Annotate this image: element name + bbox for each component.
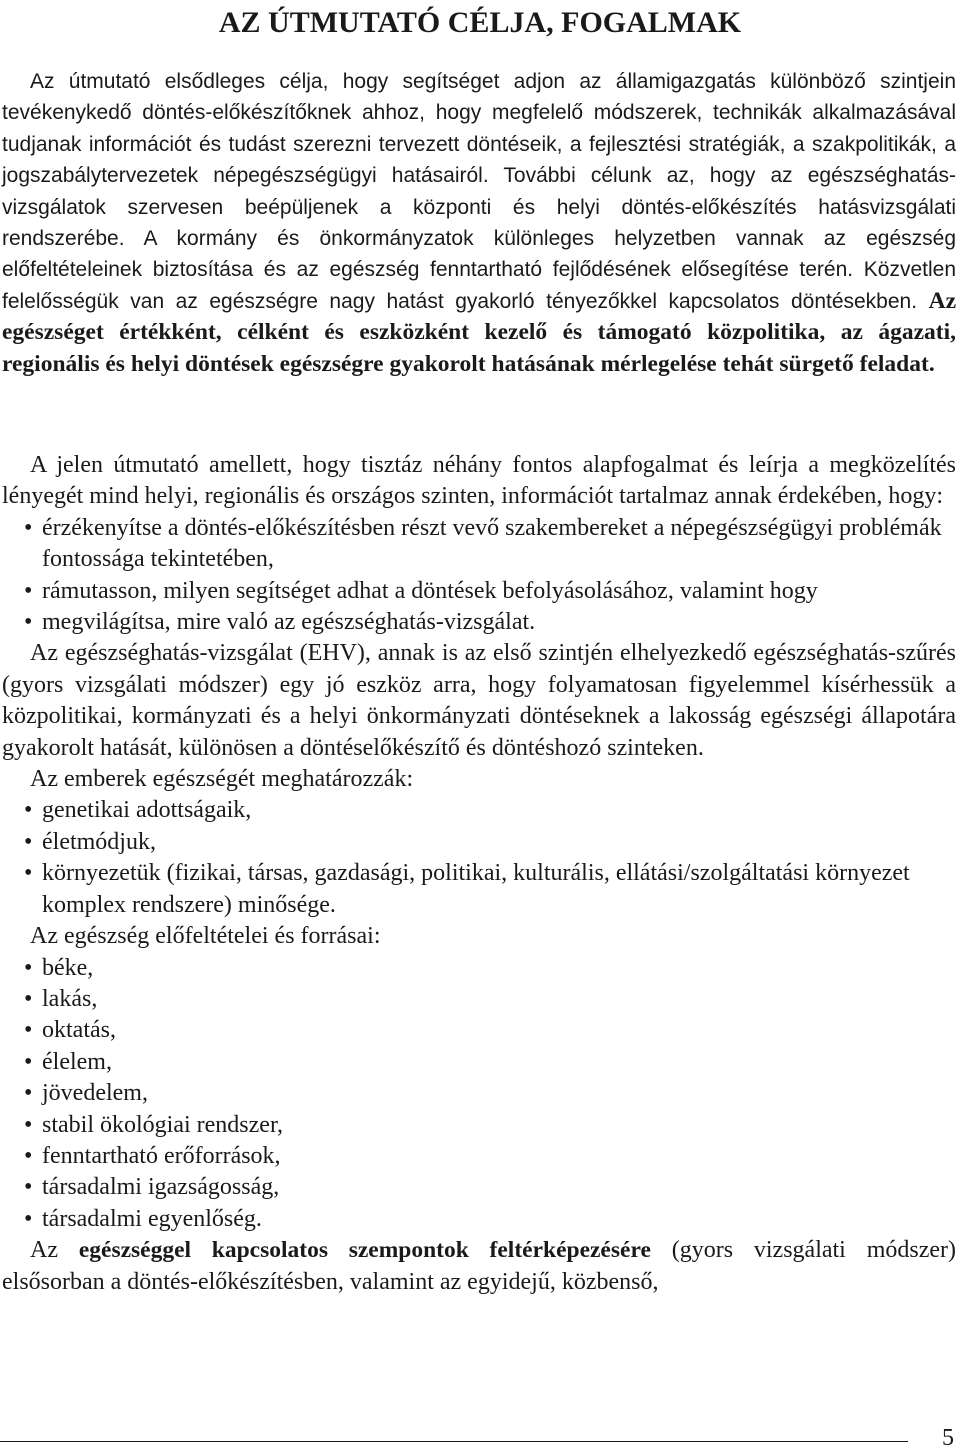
paragraph-mapping bbox=[2, 1235, 956, 1298]
list-item: • stabil ökológiai rendszer, bbox=[2, 1110, 956, 1141]
list-item: • társadalmi igazságosság, bbox=[2, 1172, 956, 1203]
mapping-pre: Az bbox=[30, 1237, 58, 1264]
purpose-list bbox=[2, 513, 956, 639]
list-item: • megvilágítsa, mire való az egészséghatás-vizsgálat. bbox=[2, 607, 956, 638]
list-item: • érzékenyítse a döntés-előkészítésben részt vevő szakembereket a népegészségügyi problémák fontossága tekintetében, bbox=[2, 513, 956, 576]
intro-text: Az útmutató elsődleges célja, hogy segítséget adjon az államigazgatás különböző szintjein tevékenykedő döntés-előkészítőknek ahhoz, hogy megfelelő módszerek, technikák alkalmazásával tudjanak információt és tudást szerezni tervezett döntéseik, a fejlesztési stratégiák, a szakpolitikák, a jogszabálytervezetek népegészségügyi hatásairól. További célunk az, hogy az egészséghatás-vizsgálatok szervesen beépüljenek a központi és helyi döntés-előkészítés hatásvizsgálati rendszerébe. A kormány és önkormányzatok különleges helyzetben vannak az egészség előfeltételeinek biztosítása és az egészség fenntartható fejlődésének elősegítése terén. Közvetlen felelősségük van az egészségre nagy hatást gyakorló tényezőkkel kapcsolatos döntésekben. bbox=[2, 70, 956, 313]
intro-paragraph bbox=[2, 66, 956, 380]
paragraph-prerequisites-intro: Az egészség előfeltételei és forrásai: bbox=[30, 923, 381, 950]
list-item: • béke, bbox=[2, 953, 956, 984]
list-item: • fenntartható erőforrások, bbox=[2, 1141, 956, 1172]
page-number: 5 bbox=[942, 1425, 954, 1451]
page-title: AZ ÚTMUTATÓ CÉLJA, FOGALMAK bbox=[218, 6, 742, 39]
intro-bold-statement: Az egészséget értékként, célként és eszközként kezelő és támogató közpolitika, az ágazati, regionális és helyi döntések egészségre gyakorolt hatásának mérlegelése tehát sürgető feladat. bbox=[2, 287, 956, 377]
paragraph-ehv: Az egészséghatás-vizsgálat (EHV), annak is az első szintjén elhelyezkedő egészséghatás-szűrés (gyors vizsgálati módszer) egy jó eszköz arra, hogy folyamatosan figyelemmel kísérhessük a közpolitikai, kormányzati és a helyi önkormányzati döntéseknek a lakosság egészségi állapotára gyakorolt hatását, különösen a döntéselőkészítő és döntéshozó szinteken. bbox=[2, 640, 956, 761]
paragraph-purpose: A jelen útmutató amellett, hogy tisztáz néhány fontos alapfogalmat és leírja a megközelítés lényegét mind helyi, regionális és országos szinten, információt tartalmaz annak érdekében, hogy: bbox=[2, 452, 956, 510]
list-item: • genetikai adottságaik, bbox=[2, 795, 956, 826]
list-item: • környezetük (fizikai, társas, gazdasági, politikai, kulturális, ellátási/szolgáltatási környezet komplex rendszere) minősége. bbox=[2, 858, 956, 921]
list-item: • társadalmi egyenlőség. bbox=[2, 1204, 956, 1235]
mapping-bold: egészséggel kapcsolatos szempontok feltérképezésére bbox=[78, 1237, 651, 1264]
list-item: • oktatás, bbox=[2, 1015, 956, 1046]
list-item: • jövedelem, bbox=[2, 1078, 956, 1109]
footer-rule bbox=[0, 1441, 908, 1442]
main-text bbox=[2, 450, 956, 1298]
paragraph-determinants-intro: Az emberek egészségét meghatározzák: bbox=[30, 766, 414, 793]
list-item: • életmódjuk, bbox=[2, 827, 956, 858]
list-item: • rámutasson, milyen segítséget adhat a döntések befolyásolásához, valamint hogy bbox=[2, 576, 956, 607]
list-item: • lakás, bbox=[2, 984, 956, 1015]
mapping-post: (gyors vizsgálati módszer) elsősorban a döntés-előkészítésben, valamint az egyidejű, közbenső, bbox=[2, 1237, 956, 1295]
determinants-list bbox=[2, 795, 956, 921]
list-item: • élelem, bbox=[2, 1047, 956, 1078]
prerequisites-list bbox=[2, 953, 956, 1236]
